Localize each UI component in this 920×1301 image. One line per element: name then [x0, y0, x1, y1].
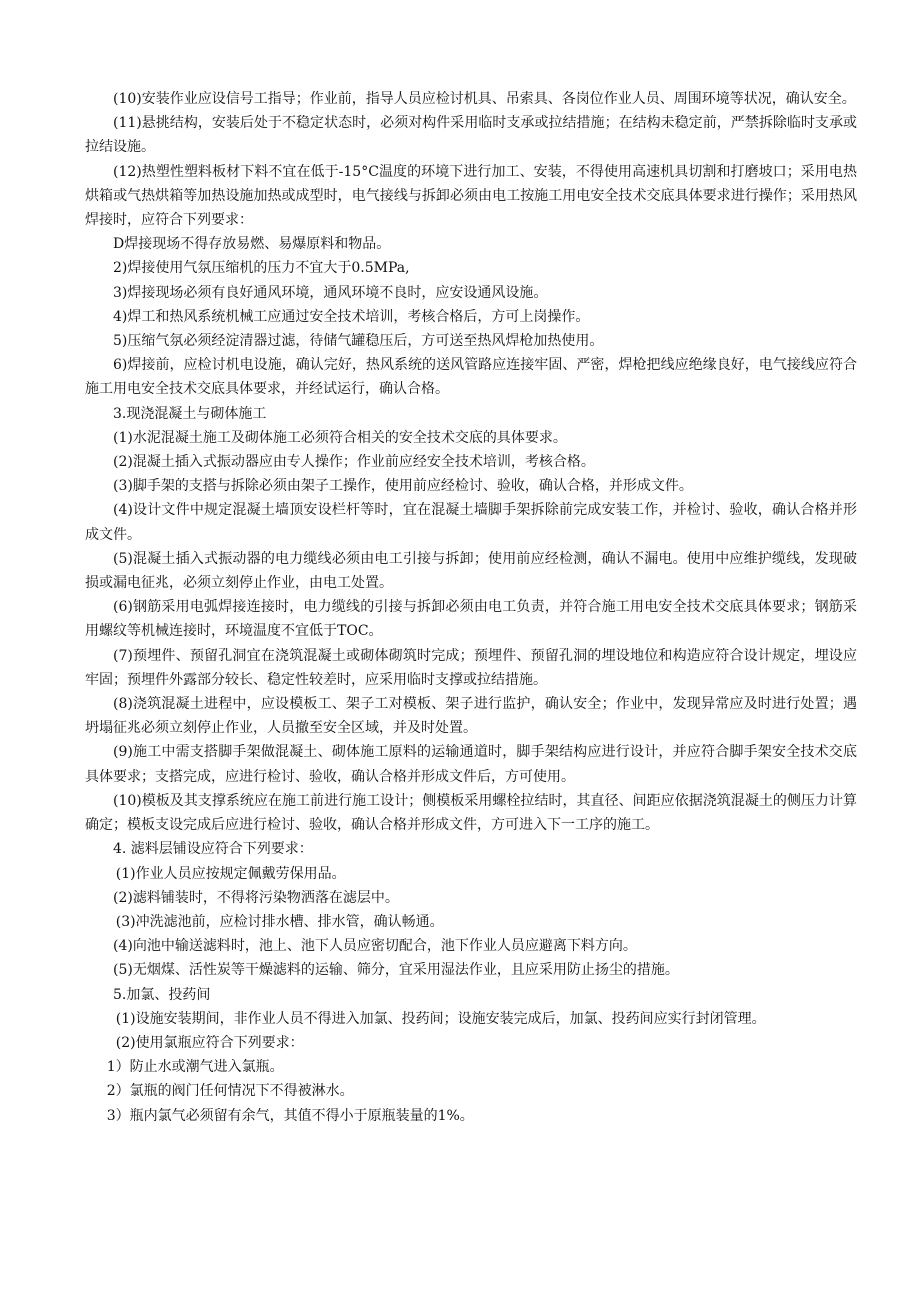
list-item: (2)滤料铺装时，不得将污染物洒落在滤层中。 — [113, 889, 399, 906]
paragraph: (2)混凝土插入式振动器应由专人操作；作业前应经安全技术培训，考核合格。 — [113, 454, 595, 471]
paragraph: (11)悬挑结构，安装后处于不稳定状态时，必须对构件采用临时支承或拉结措施；在结构未稳定前，严禁拆除临时支承或拉结设施。 — [85, 115, 857, 156]
paragraph: (7)预埋件、预留孔洞宜在浇筑混凝土或砌体砌筑时完成；预埋件、预留孔洞的埋设地位和构造应符合设计规定，埋设应牢固；预埋件外露部分较长、稳定性较差时，应采用临时支撑或拉结措施。 — [85, 647, 857, 688]
paragraph: (1)设施安装期间，非作业人员不得进入加氯、投药间；设施安装完成后，加氯、投药间应实行封闭管理。 — [115, 1010, 766, 1027]
paragraph: (8)浇筑混凝土进程中，应设模板工、架子工对模板、架子进行监护，确认安全；作业中，发现异常应及时进行处置；遇坍塌征兆必须立刻停止作业，人员撤至安全区域，并及时处置。 — [85, 696, 857, 737]
list-item: D焊接现场不得存放易燃、易爆原料和物品。 — [113, 236, 391, 253]
paragraph: (6)钢筋采用电弧焊接连接时，电力缆线的引接与拆卸必须由电工负责，并符合施工用电安全技术交底具体要求；钢筋采用螺纹等机械连接时，环境温度不宜低于TOC。 — [85, 599, 857, 640]
section-heading: 5.加氯、投药间 — [113, 986, 211, 1003]
document-body — [85, 87, 857, 1128]
paragraph: (1)水泥混凝土施工及砌体施工必须符合相关的安全技术交底的具体要求。 — [113, 429, 567, 446]
paragraph: (10)模板及其支撑系统应在施工前进行施工设计；侧模板采用螺栓拉结时，其直径、间距应依据浇筑混凝土的侧压力计算确定；模板支设完成后应进行检讨、验收，确认合格并形成文件，方可进入下一工序的施工。 — [85, 792, 857, 834]
paragraph: (9)施工中需支搭脚手架做混凝土、砌体施工原料的运输通道时，脚手架结构应进行设计，并应符合脚手架安全技术交底具体要求；支搭完成，应进行检讨、验收，确认合格并形成文件后，方可使用。 — [85, 744, 857, 785]
list-item: 5)压缩气氛必须经淀清器过滤，待储气罐稳压后，方可送至热风焊枪加热使用。 — [113, 333, 604, 350]
paragraph: (5)混凝土插入式振动器的电力缆线必须由电工引接与拆卸；使用前应经检测，确认不漏电。使用中应维护缆线，发现破损或漏电征兆，必须立刻停止作业，由电工处置。 — [85, 550, 857, 592]
paragraph: (4)设计文件中规定混凝土墙顶安设栏杆等时，宜在混凝土墙脚手架拆除前完成安装工作，并检讨、验收，确认合格并形成文件。 — [85, 502, 857, 543]
paragraph: (3)脚手架的支搭与拆除必须由架子工操作，使用前应经检讨、验收，确认合格，并形成文件。 — [113, 478, 693, 495]
paragraph: (2)使用氯瓶应符合下列要求： — [115, 1034, 304, 1051]
list-item: (3)冲洗滤池前，应检讨排水槽、排水管，确认畅通。 — [115, 913, 444, 930]
list-item: 4)焊工和热风系统机械工应通过安全技术培训，考核合格后，方可上岗操作。 — [113, 308, 590, 325]
section-heading: 3.现浇混凝土与砌体施工 — [113, 405, 267, 422]
list-item: (5)无烟煤、活性炭等干燥滤料的运输、筛分，宜采用湿法作业，且应采用防止扬尘的措施。 — [113, 962, 679, 979]
list-item: 3）瓶内氯气必须留有余气，其值不得小于原瓶装量的1%。 — [106, 1107, 474, 1124]
paragraph: (12)热塑性塑料板材下料不宜在低于-15°C温度的环境下进行加工、安装，不得使用高速机具切割和打磨坡口；采用电热烘箱或气热烘箱等加热设施加热或成型时，电气接线与拆卸必须由电工按施工用电安全技术交底具体要求进行操作；采用热风焊接时，应符合下列要求： — [85, 163, 857, 229]
section-heading: 4. 滤料层铺设应符合下列要求： — [113, 841, 313, 858]
list-item: 2）氯瓶的阀门任何情况下不得被淋水。 — [106, 1083, 354, 1100]
list-item: 3)焊接现场必须有良好通风环境，通风环境不良时，应安设通风设施。 — [113, 284, 548, 301]
list-item: (1)作业人员应按规定佩戴劳保用品。 — [115, 865, 346, 882]
list-item: (4)向池中输送滤料时，池上、池下人员应密切配合，池下作业人员应避离下料方向。 — [113, 938, 637, 955]
paragraph: (10)安装作业应设信号工指导；作业前，指导人员应检讨机具、吊索具、各岗位作业人员、周围环境等状况，确认安全。 — [113, 91, 856, 107]
list-item: 1）防止水或潮气进入氯瓶。 — [106, 1059, 284, 1076]
list-item: 6)焊接前，应检讨机电设施，确认完好，热风系统的送风管路应连接牢固、严密，焊枪把线应绝缘良好，电气接线应符合施工用电安全技术交底具体要求，并经试运行，确认合格。 — [85, 357, 857, 398]
list-item: 2)焊接使用气氛压缩机的压力不宜大于0.5MPa, — [113, 260, 410, 277]
